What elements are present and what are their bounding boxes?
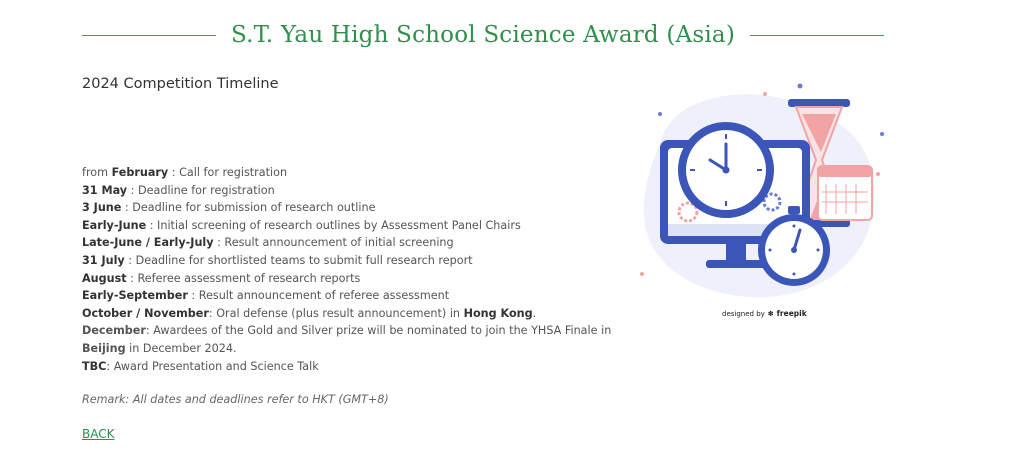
timeline-desc: : Referee assessment of research reports [126,271,361,285]
timeline-list [82,164,622,375]
timeline-date: Early-September [82,289,188,303]
timeline-desc: : Award Presentation and Science Talk [106,359,319,373]
timeline-desc: : Initial screening of research outlines by Assessment Panel Chairs [146,218,521,232]
timeline-date: October / November [82,306,209,320]
timeline-item [82,199,622,217]
timeline-prefix: from [82,166,112,179]
timeline-date: TBC [82,359,107,373]
remark-note: Remark: All dates and deadlines refer to HKT (GMT+8) [82,393,389,406]
timeline-date: February [111,166,169,179]
timeline-item [82,287,622,305]
timeline-item [82,164,622,182]
timeline-date: Late-June / Early-July [82,236,214,250]
section-title: 2024 Competition Timeline [82,76,279,92]
timeline-date: December [82,324,146,338]
page-title: S.T. Yau High School Science Award (Asia) [231,22,735,48]
timeline-item [82,234,622,252]
timeline-item-finale [82,322,622,357]
timeline-date: August [82,271,127,285]
back-link[interactable]: BACK [82,427,115,441]
header [82,18,884,52]
timeline-desc: : Awardees of the Gold and Silver prize will be nominated to join the YHSA Finale in [145,324,612,338]
timeline-desc: : Result announcement of referee assessment [187,289,450,303]
timeline-desc-end: in December 2024. [125,341,237,355]
title-left-rule [82,35,216,36]
credit-prefix: designed by [722,309,765,318]
timeline-desc-end: . [532,306,537,320]
timeline-item [82,182,622,200]
timeline-desc: : Deadline for registration [127,183,275,197]
timeline-item-oral-defense [82,305,622,323]
timeline-desc: : Result announcement of initial screening [213,236,454,250]
timeline-place: Hong Kong [463,306,533,320]
credit-brand: freepik [776,309,807,318]
timeline-item [82,252,622,270]
timeline-date: 31 May [82,183,128,197]
timeline-desc: : Oral defense (plus result announcement) in [208,306,464,320]
title-right-rule [750,35,884,36]
timeline-desc: : Deadline for shortlisted teams to submit full research report [124,253,473,267]
timeline-place: Beijing [82,341,126,355]
timeline-date: 31 July [82,253,125,267]
timeline-date: Early-June [82,218,147,232]
timeline-illustration [630,74,890,324]
freepik-icon: ✽ [767,309,774,318]
timeline-item-tbc [82,358,622,376]
timeline-item [82,270,622,288]
timeline-desc: : Call for registration [168,166,288,179]
timeline-item [82,217,622,235]
illustration-credit [722,309,807,318]
timeline-desc: : Deadline for submission of research outline [121,201,376,215]
timeline-date: 3 June [82,201,122,215]
